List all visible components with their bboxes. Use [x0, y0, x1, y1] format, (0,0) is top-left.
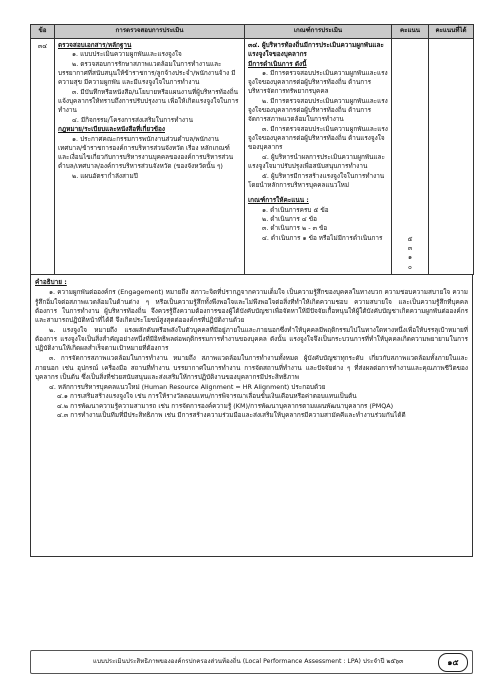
audit-item: ๓. มีบันทึกหรือหนังสือ/นโยบายหรือแผนงานที่ผู้บริหารท้องถิ่นแจ้งบุคลากรให้ทราบถึงการปรับปรุงงาน เพื่อให้เกิดแรงจูงใจในการทำงาน — [58, 87, 239, 115]
score-criteria-item: ๓. ดำเนินการ ๒ - ๓ ข้อ — [262, 224, 328, 233]
page-footer — [30, 650, 473, 674]
criteria-item: ๑. มีการตรวจสอบประเมินความผูกพันและแรงจูงใจของบุคลากรต่อผู้บริหารท้องถิ่น ด้านการบริหารจัดการทรัพยากรบุคคล — [248, 68, 388, 96]
criteria-item: ๓. มีการตรวจสอบประเมินความผูกพันและแรงจูงใจของบุคลากรต่อผู้บริหารท้องถิ่น ด้านแรงจูงใจของบุคลากร — [248, 124, 388, 152]
explanation-box — [30, 275, 473, 557]
explanation-paragraph: ๔. หลักการบริหารบุคคลแนวใหม่ (Human Resource Alignment = HR Alignment) ประกอบด้วย — [49, 382, 326, 391]
score-value: ๓ — [407, 244, 413, 253]
footer-text: แบบประเมินประสิทธิภาพขององค์กรปกครองส่วนท้องถิ่น (Local Performance Assessment : LPA) ประจำปี ๒๕๖๓ — [93, 658, 404, 665]
score-value: ๐ — [408, 262, 412, 271]
audit-item: ๒. ตรวจสอบการรักษาสภาพแวดล้อมในการทำงานและบรรยากาศที่สนับสนุนให้ข้าราชการ/ลูกจ้างประจำ/พนักงานจ้าง มีความสุข มีความผูกพัน และมีแรงจูงใจในการทำงาน — [58, 59, 236, 87]
header-score-obtained: คะแนนที่ได้ — [429, 25, 474, 39]
page-number: ๑๕ — [438, 653, 468, 672]
criteria-item: ๒. มีการตรวจสอบประเมินความผูกพันและแรงจูงใจของบุคลากรต่อผู้บริหารท้องถิ่น ด้านการจัดการสภาพแวดล้อมในการทำงาน — [248, 96, 388, 124]
score-criteria-item: ๑. ดำเนินการครบ ๕ ข้อ — [262, 205, 329, 214]
law-item: ๑. ประกาศคณะกรรมการพนักงานส่วนตำบล/พนักงานเทศบาล/ข้าราชการองค์การบริหารส่วนจังหวัด เรื่อง หลักเกณฑ์และเงื่อนไขเกี่ยวกับการบริหารงานบุคคลขององค์การบริหารส่วนตำบล/เทศบาล/องค์การบริหารส่วนจังหวัด (ของจังหวัดนั้น ๆ) — [58, 134, 234, 171]
criteria-cell — [245, 39, 392, 275]
criteria-title: ๓๔. ผู้บริหารท้องถิ่นมีการประเมินความผูกพันและแรงจูงใจของบุคลากร — [248, 41, 384, 59]
header-criteria: เกณฑ์การประเมิน — [245, 25, 392, 39]
explanation-paragraph: ๑. ความผูกพันต่อองค์กร (Engagement) หมายถึง สภาวะจิตที่ปรากฏจากความเต็มใจ เป็นความรู้สึกของบุคคลในทางบวก ความชอบความสบายใจ ความรู้สึกอิ่มใจต่อสภาพแวดล้อมในด้านต่าง ๆ หรือเป็นความรู้สึกทั้งพึงพอใจและไม่พึงพอใจต่อสิ่งที่ทำให้เกิดความชอบ ความสบายใจ และเป็นความรู้สึกที่บุคคลต้องการ ในการทำงาน ผู้บริหารท้องถิ่น จึงควรรู้ถึงความต้องการของผู้ใต้บังคับบัญชาเพื่อจัดหาให้มีปัจจัยเกื้อหนุนให้ผู้ใต้บังคับบัญชาเกิดความผูกพันต่อองค์กรและสามารถปฏิบัติหน้าที่ได้ดี จึงเกิดประโยชน์สูงสุดต่อองค์กรที่ปฏิบัติงานด้วย — [35, 288, 468, 325]
header-no: ข้อ — [31, 25, 55, 39]
explanation-subitem: ๔.๓ การทำงานเป็นทีมที่มีประสิทธิภาพ เช่น มีการสร้างความร่วมมือและส่งเสริมให้บุคลากรมีความสามัคคีและทำงานร่วมกันได้ดี — [57, 410, 406, 419]
explanation-heading: คำอธิบาย : — [35, 278, 67, 286]
score-criteria-title: เกณฑ์การให้คะแนน : — [248, 196, 309, 205]
explanation-subitem: ๔.๒ การพัฒนาความรู้ความสามารถ เช่น การจัดการองค์ความรู้ (KM)/การพัฒนาบุคลากรตามแผนพัฒนาบุคลากร (PMQA) — [57, 401, 394, 410]
score-cell — [392, 39, 429, 275]
score-value: ๑ — [407, 253, 413, 262]
score-value: ๕ — [407, 234, 413, 243]
criteria-item: ๕. ผู้บริหารมีการสร้างแรงจูงใจในการทำงาน โดยนำหลักการบริหารบุคคลแนวใหม่ — [248, 171, 385, 189]
score-criteria-item: ๔. ดำเนินการ ๑ ข้อ หรือไม่มีการดำเนินการ — [262, 233, 383, 242]
document-page — [30, 24, 473, 557]
row-number: ๓๔ — [31, 39, 55, 275]
score-criteria-item: ๒. ดำเนินการ ๔ ข้อ — [262, 215, 317, 224]
audit-title: ตรวจสอบเอกสาร/หลักฐาน — [58, 41, 132, 49]
explanation-paragraph: ๓. การจัดการสภาพแวดล้อมในการทำงาน หมายถึง สภาพแวดล้อมในการทำงานทั้งหมด ผู้บังคับบัญชาทุกระดับ เกี่ยวกับสภาพแวดล้อมทั้งภายในและภายนอก เช่น อุปกรณ์ เครื่องมือ สถานที่ทำงาน บรรยากาศในการทำงาน การจัดสถานที่ทำงาน และปัจจัยต่าง ๆ ที่ส่งผลต่อการทำงานและคุณภาพชีวิตของบุคลากร เป็นต้น ซึ่งเป็นสิ่งที่ช่วยสนับสนุนและส่งเสริมให้การปฏิบัติงานของบุคลากรมีประสิทธิภาพ — [35, 354, 468, 381]
audit-item: ๔. มีกิจกรรม/โครงการส่งเสริมในการทำงาน — [72, 115, 193, 124]
assessment-table — [30, 24, 474, 275]
audit-item: ๑. แบบประเมินความผูกพันและแรงจูงใจ — [72, 50, 182, 59]
table-row — [31, 39, 474, 275]
law-item: ๒. แผนอัตรากำลังสามปี — [72, 171, 138, 180]
criteria-subtitle: มีการดำเนินการ ดังนี้ — [248, 59, 307, 68]
header-audit: การตรวจสอบการประเมิน — [55, 25, 245, 39]
law-subtitle: กฎหมาย/ระเบียบและหนังสือที่เกี่ยวข้อง — [58, 125, 165, 134]
header-score: คะแนน — [392, 25, 429, 39]
audit-cell — [55, 39, 245, 275]
criteria-item: ๔. ผู้บริหารนำผลการประเมินความผูกพันและแรงจูงใจมาปรับปรุงเพื่อสนับสนุนการทำงาน — [248, 152, 385, 171]
score-obtained-cell — [429, 39, 474, 275]
explanation-subitem: ๔.๑ การเสริมสร้างแรงจูงใจ เช่น การให้รางวัลตอบแทน/การพิจารณาเลื่อนขั้นเงินเดือนหรือค่าตอบแทนเป็นต้น — [57, 392, 357, 401]
explanation-paragraph: ๒. แรงจูงใจ หมายถึง แรงผลักดันหรือพลังในตัวบุคคลที่มีอยู่ภายในและภายนอกซึ่งทำให้บุคคลมีพฤติกรรมไปในทางใดทางหนึ่งเพื่อให้บรรลุเป้าหมายที่ต้องการ แรงจูงใจเป็นสิ่งสำคัญอย่างหนึ่งที่มีอิทธิพลต่อพฤติกรรมการทำงานของบุคคล ดังนั้น แรงจูงใจจึงเป็นกระบวนการที่ทำให้บุคคลเกิดความพยายามในการปฏิบัติงานให้เกิดผลสำเร็จตามเป้าหมายที่ต้องการ — [35, 325, 468, 353]
table-header-row — [31, 25, 474, 39]
